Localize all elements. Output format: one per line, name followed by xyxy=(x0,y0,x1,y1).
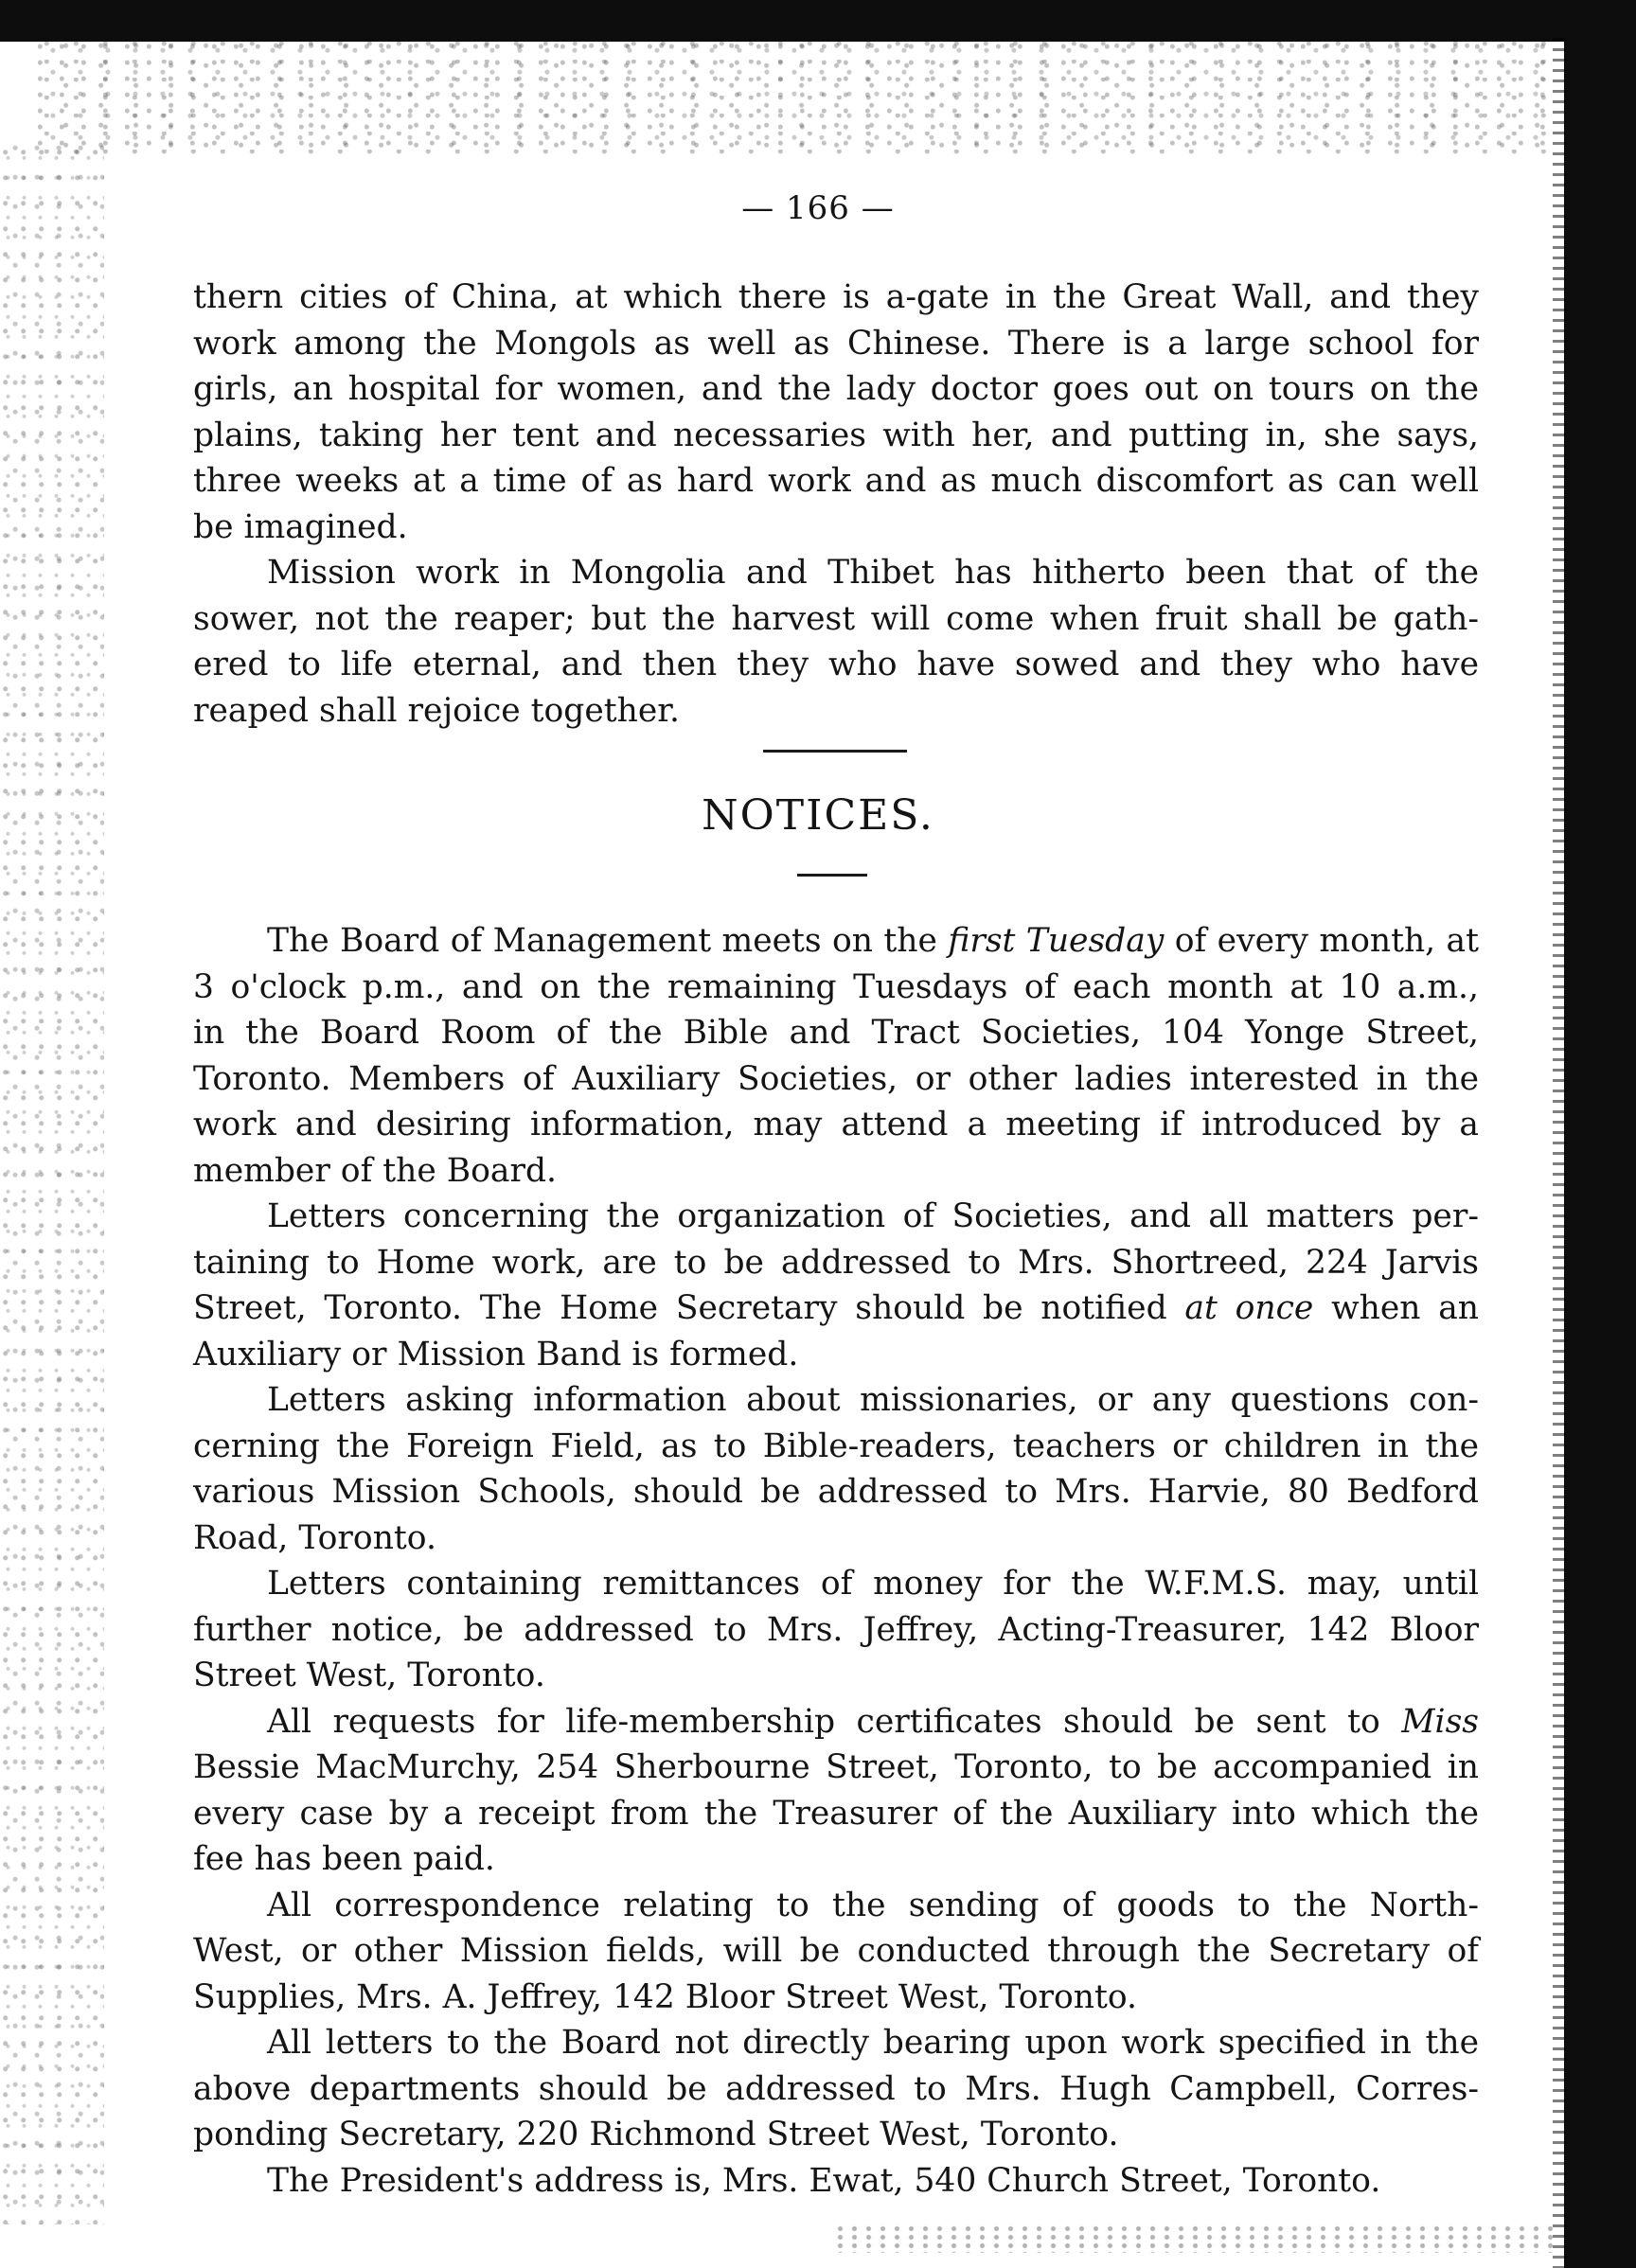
notices-paragraph-3-line: various Mission Schools, should be addressed to Mrs. Harvie, 80 Bedford xyxy=(193,1473,1479,1511)
scan-border-top xyxy=(0,0,1636,42)
notices-paragraph-5-line: every case by a receipt from the Treasurer of the Auxiliary into which the xyxy=(193,1794,1479,1833)
intro_paragraphs-paragraph-1-line: work among the Mongols as well as Chinese. There is a large school for xyxy=(193,324,1479,363)
notices-paragraph-5-line: Bessie MacMurchy, 254 Sherbourne Street, Toronto, to be accompanied in xyxy=(193,1748,1479,1786)
notices-paragraph-1-line: in the Board Room of the Bible and Tract Societies, 104 Yonge Street, xyxy=(193,1014,1479,1052)
notices-paragraph-2-line: Street, Toronto. The Home Secretary should be notified at once when an xyxy=(193,1289,1479,1327)
notices-paragraph-2-line: Letters concerning the organization of Societies, and all matters per- xyxy=(267,1197,1479,1235)
intro_paragraphs-paragraph-2-line: reaped shall rejoice together. xyxy=(193,691,680,730)
intro_paragraphs-paragraph-1-line: be imagined. xyxy=(193,507,408,546)
notices-paragraph-5-line: fee has been paid. xyxy=(193,1840,495,1878)
notices-paragraph-1-line: Toronto. Members of Auxiliary Societies, or other ladies interested in the xyxy=(193,1059,1479,1098)
notices-paragraph-4-line: Letters containing remittances of money for the W.F.M.S. may, until xyxy=(267,1565,1479,1603)
notices-paragraph-5-line: All requests for life-membership certificates should be sent to Miss xyxy=(267,1702,1479,1741)
notices-paragraph-2-line: taining to Home work, are to be addressed to Mrs. Shortreed, 224 Jarvis xyxy=(193,1243,1479,1282)
heading-underline xyxy=(797,874,867,877)
notices-paragraph-3-line: Letters asking information about missionaries, or any questions con- xyxy=(267,1381,1479,1419)
section-divider xyxy=(763,750,907,753)
section-heading: NOTICES. xyxy=(702,791,934,840)
notices-paragraph-1-line: work and desiring information, may attend a meeting if introduced by a xyxy=(193,1106,1479,1143)
notices-paragraph-3-line: Road, Toronto. xyxy=(193,1518,436,1557)
page-number: — 166 — xyxy=(741,189,895,227)
intro_paragraphs-paragraph-1-line: plains, taking her tent and necessaries with her, and putting in, she says, xyxy=(193,416,1479,454)
notices-paragraph-3-line: cerning the Foreign Field, as to Bible-readers, teachers or children in the xyxy=(193,1426,1479,1465)
notices-paragraph-1-line: The Board of Management meets on the first Tuesday of every month, at xyxy=(267,922,1479,960)
notices-paragraph-4-line: further notice, be addressed to Mrs. Jeffrey, Acting-Treasurer, 142 Bloor xyxy=(193,1610,1479,1649)
scan-noise-top xyxy=(38,42,1553,155)
notices-paragraph-6-line: West, or other Mission fields, will be conducted through the Secretary of xyxy=(193,1932,1479,1970)
notices-paragraph-6-line: Supplies, Mrs. A. Jeffrey, 142 Bloor Street West, Toronto. xyxy=(193,1977,1137,2016)
scan-noise-bottom xyxy=(833,2224,1553,2253)
notices-paragraph-6-line: All correspondence relating to the sending of goods to the North- xyxy=(267,1886,1479,1924)
notices-paragraph-7-line: above departments should be addressed to Mrs. Hugh Campbell, Corres- xyxy=(193,2069,1479,2108)
intro_paragraphs-paragraph-2-line: ered to life eternal, and then they who have sowed and they who have xyxy=(193,646,1479,683)
notices-paragraph-1-line: 3 o'clock p.m., and on the remaining Tuesdays of each month at 10 a.m., xyxy=(193,967,1479,1006)
notices-paragraph-4-line: Street West, Toronto. xyxy=(193,1657,545,1694)
intro-text xyxy=(193,275,1479,734)
notices-paragraph-7-line: ponding Secretary, 220 Richmond Street West, Toronto. xyxy=(193,2116,1119,2153)
notices-paragraph-8-line: The President's address is, Mrs. Ewat, 540 Church Street, Toronto. xyxy=(267,2161,1381,2200)
intro_paragraphs-paragraph-1-line: girls, an hospital for women, and the lady doctor goes out on tours on the xyxy=(193,370,1479,408)
intro_paragraphs-paragraph-1-line: three weeks at a time of as hard work and as much discomfort as can well xyxy=(193,462,1479,500)
scan-noise-left xyxy=(0,142,104,2224)
notices-paragraph-2-line: Auxiliary or Mission Band is formed. xyxy=(193,1335,799,1373)
scan-border-right xyxy=(1564,38,1636,2268)
intro_paragraphs-paragraph-2-line: sower, not the reaper; but the harvest will come when fruit shall be gath- xyxy=(193,599,1479,638)
intro_paragraphs-paragraph-1-line: thern cities of China, at which there is a-gate in the Great Wall, and they xyxy=(193,278,1479,316)
notices-paragraph-7-line: All letters to the Board not directly bearing upon work specified in the xyxy=(267,2024,1479,2062)
notices-text xyxy=(193,918,1479,2204)
notices-paragraph-1-line: member of the Board. xyxy=(193,1151,558,1190)
scan-edge-right xyxy=(1553,38,1566,2268)
intro_paragraphs-paragraph-2-line: Mission work in Mongolia and Thibet has hitherto been that of the xyxy=(267,554,1479,592)
